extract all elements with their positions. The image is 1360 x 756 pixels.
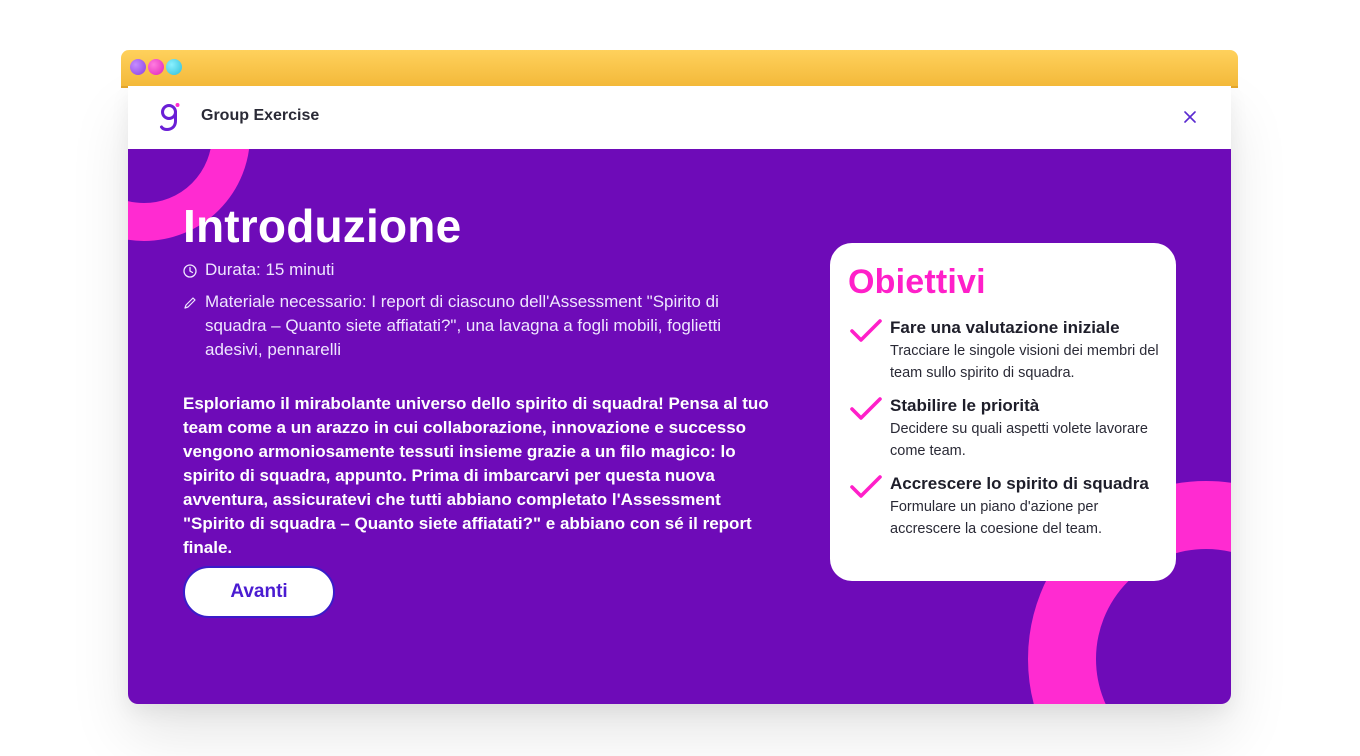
pencil-icon [183,290,205,362]
objective-desc: Formulare un piano d'azione per accrescere la coesione del team. [890,499,1102,537]
close-icon [1184,111,1196,123]
app-header [128,86,1231,150]
duration-row [183,258,725,285]
check-icon [850,396,882,422]
window-dot-pink[interactable] [148,59,164,75]
app-title: Group Exercise [201,107,320,124]
objective-title: Stabilire le priorità [890,396,1040,415]
window-dot-purple[interactable] [130,59,146,75]
clock-icon [183,258,205,285]
objective-desc: Decidere su quali aspetti volete lavorare come team. [890,421,1148,459]
exercise-stage [128,149,1231,704]
duration-text: Durata: 15 minuti [205,260,335,279]
objective-item [848,316,1158,384]
check-icon [850,318,882,344]
check-icon [850,474,882,500]
objective-desc: Tracciare le singole visioni dei membri del team sullo spirito di squadra. [890,343,1159,381]
g-logo-icon [159,102,181,132]
objectives-title: Obiettivi [848,263,986,301]
objective-title: Accrescere lo spirito di squadra [890,474,1149,493]
objectives-card [830,243,1176,581]
next-button[interactable]: Avanti [183,566,335,618]
objective-item [848,394,1158,462]
window-titlebar [121,50,1238,86]
objective-title: Fare una valutazione iniziale [890,318,1120,337]
window-dot-cyan[interactable] [166,59,182,75]
intro-body-text: Esploriamo il mirabolante universo dello spirito di squadra! Pensa al tuo team come a un arazzo in cui collaborazione, innovazione e successo vengono armoniosamente tessuti insieme grazie a un filo magico: lo spirito di squadra, appunto. Prima di imbarcarvi per questa nuova avventura, assicuratevi che tutti abbiano completato l'Assessment "Spirito di squadra – Quanto siete affiatati?" e abbiano con sé il report finale. [183,394,769,557]
objective-item [848,472,1158,540]
close-button[interactable] [1179,106,1201,128]
material-text: Materiale necessario: I report di ciascuno dell'Assessment "Spirito di squadra – Quanto siete affiatati?", una lavagna a fogli mobili, foglietti adesivi, pennarelli [205,292,722,359]
page-title: Introduzione [183,200,462,252]
material-row [183,290,725,362]
